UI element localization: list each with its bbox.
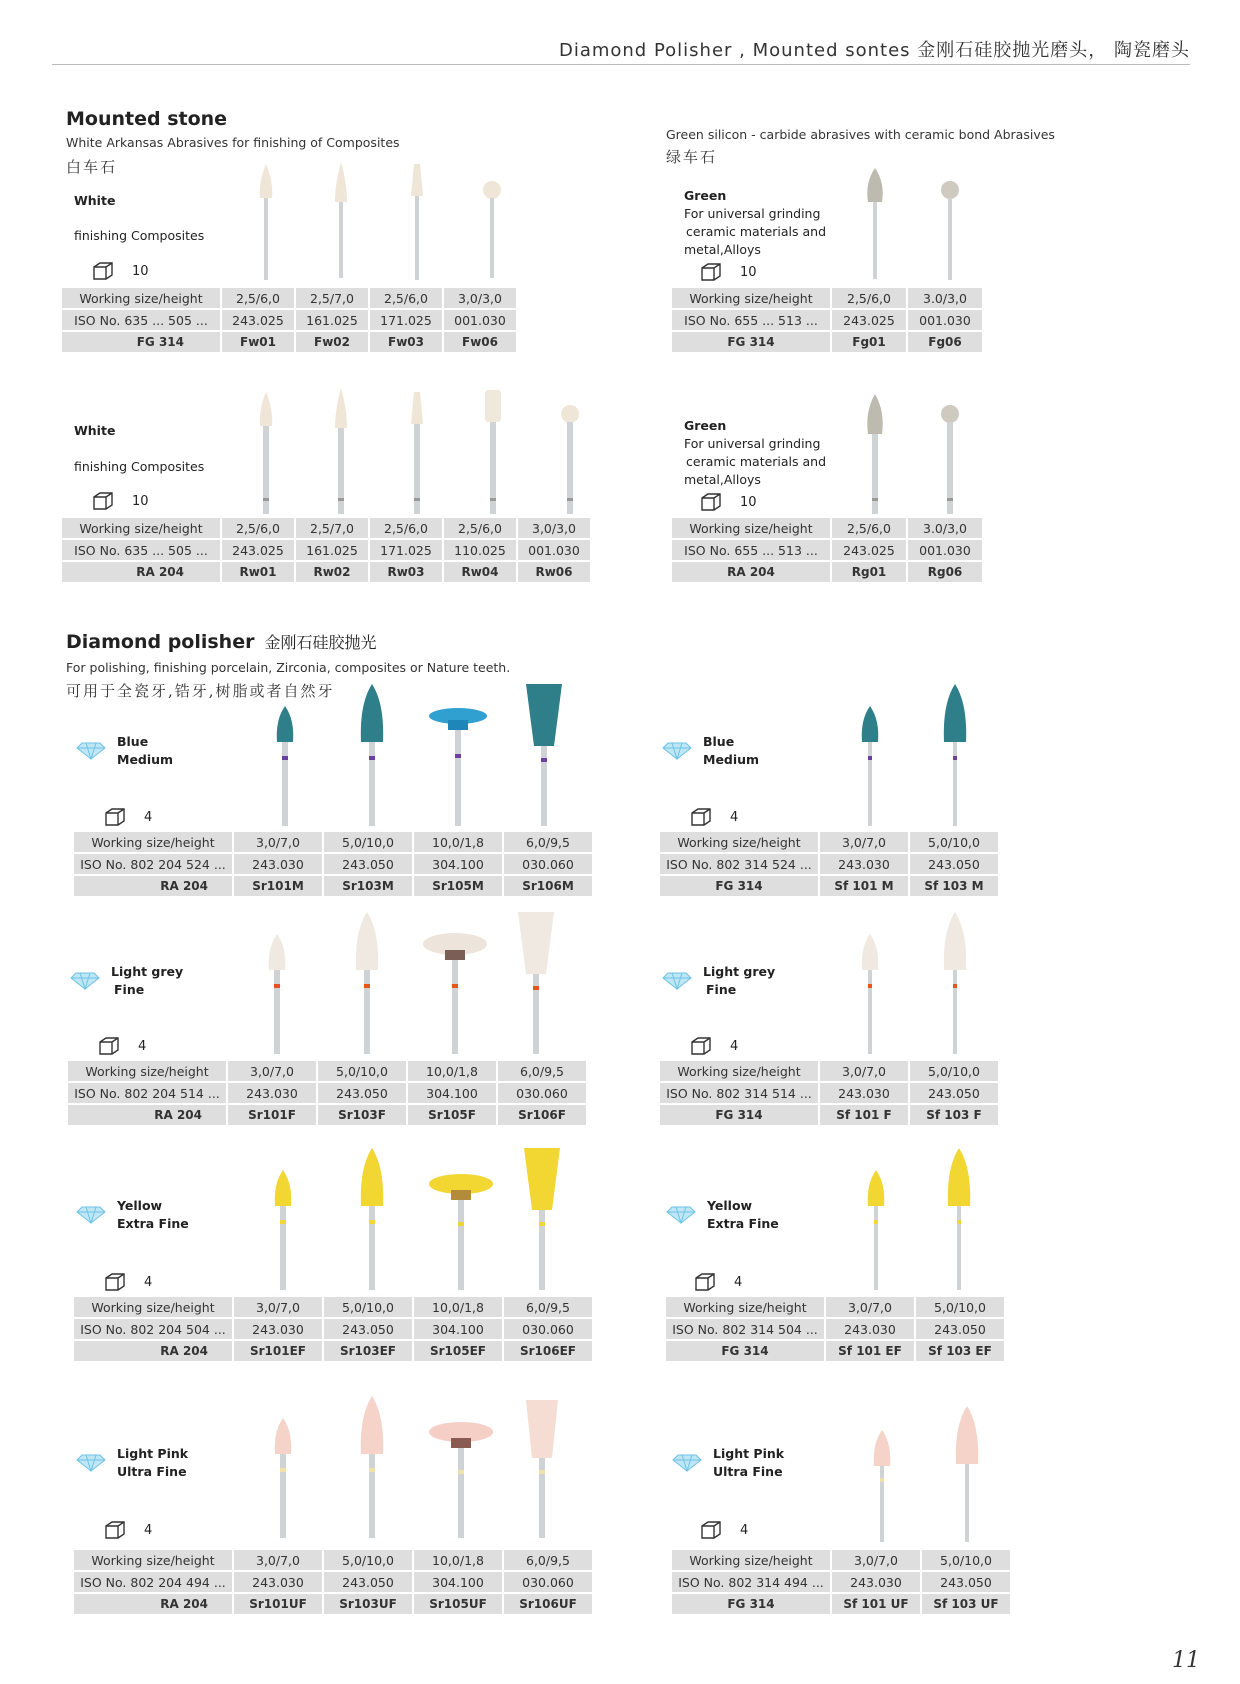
product-image-sr105ef: [428, 1172, 494, 1296]
cell: 6,0/9,5: [504, 832, 592, 852]
product-image-sr105f: [422, 932, 488, 1060]
row-label: FG 314: [660, 876, 818, 896]
pack-quantity: 4: [730, 1038, 739, 1054]
cell: 243.050: [910, 854, 998, 874]
cell: Sr106EF: [504, 1341, 592, 1361]
row-label: Working size/height: [660, 832, 818, 852]
cell: 3,0/7,0: [820, 832, 908, 852]
use-line: ceramic materials and: [686, 224, 827, 239]
box-icon: [104, 1521, 126, 1539]
cell: Sr105UF: [414, 1594, 502, 1614]
cell: 2,5/6,0: [832, 518, 906, 538]
cell: 030.060: [504, 1319, 592, 1339]
row-label: Working size/height: [660, 1061, 818, 1081]
yellow-ra-spec-table: [72, 1295, 594, 1363]
product-image-sr101f: [263, 932, 291, 1060]
cell: 001.030: [518, 540, 590, 560]
cell: 243.050: [922, 1572, 1010, 1592]
cell: Rw04: [444, 562, 516, 582]
cell: 243.025: [222, 540, 294, 560]
product-image-rw03: [405, 390, 429, 520]
product-image-sr101uf: [269, 1416, 297, 1544]
cell: 5,0/10,0: [324, 1550, 412, 1570]
product-image-sf101ef: [862, 1168, 890, 1296]
diamond-description-cn: 可用于全瓷牙,锆牙,树脂或者自然牙: [66, 682, 335, 700]
grey-ra-spec-table: [66, 1059, 588, 1127]
cell: Sr101F: [228, 1105, 316, 1125]
use-line: metal,Alloys: [684, 472, 761, 487]
box-icon: [690, 808, 712, 826]
cell: 3,0/7,0: [820, 1061, 908, 1081]
diamond-icon: [70, 972, 100, 994]
row-label: ISO No. 802 314 524 ...: [660, 854, 818, 874]
cell: Rw06: [518, 562, 590, 582]
white-stone-cn: 白车石: [66, 158, 118, 176]
white-fg-spec-table: [60, 286, 518, 354]
blue-fg-pack: [690, 808, 738, 826]
cell: 030.060: [498, 1083, 586, 1103]
white-ra-spec-table: [60, 516, 592, 584]
cell: Sr101M: [234, 876, 322, 896]
box-icon: [92, 492, 114, 510]
cell: Rg01: [832, 562, 906, 582]
cell: Fw06: [444, 332, 516, 352]
cell: 10,0/1,8: [414, 1297, 502, 1317]
grade-color: Light Pink: [713, 1446, 785, 1461]
pack-quantity: 10: [132, 493, 149, 509]
green-fg-spec-table: [670, 286, 984, 354]
cell: Rw01: [222, 562, 294, 582]
green-ra-spec-table: [670, 516, 984, 584]
green-ra-labels: [684, 417, 826, 489]
box-icon: [700, 1521, 722, 1539]
pack-quantity: 4: [138, 1038, 147, 1054]
row-label: Working size/height: [62, 288, 220, 308]
row-label: FG 314: [672, 332, 830, 352]
blue-ra-grade: [117, 733, 173, 769]
cell: 6,0/9,5: [498, 1061, 586, 1081]
cell: 243.025: [832, 310, 906, 330]
cell: 243.050: [324, 1572, 412, 1592]
cell: 304.100: [408, 1083, 496, 1103]
grade-color: Light Pink: [117, 1446, 189, 1461]
box-icon: [690, 1037, 712, 1055]
cell: Sf 103 F: [910, 1105, 998, 1125]
cell: 2,5/6,0: [444, 518, 516, 538]
pink-ra-grade: [117, 1445, 188, 1481]
cell: Sf 101 EF: [826, 1341, 914, 1361]
cell: 3,0/3,0: [518, 518, 590, 538]
mounted-stone-title: Mounted stone: [66, 108, 228, 130]
cell: 3.0/3,0: [908, 518, 982, 538]
cell: 243.025: [222, 310, 294, 330]
product-image-sf101uf: [868, 1428, 896, 1548]
cell: 171.025: [370, 310, 442, 330]
box-icon: [694, 1273, 716, 1291]
cell: Sr103EF: [324, 1341, 412, 1361]
row-label: Working size/height: [672, 1550, 830, 1570]
grade-level: Fine: [706, 982, 737, 997]
cell: 243.050: [916, 1319, 1004, 1339]
use-line: For universal grinding: [684, 436, 821, 451]
white-stone-description: White Arkansas Abrasives for finishing of Composites: [66, 135, 400, 150]
cell: Fw01: [222, 332, 294, 352]
product-image-fw06: [480, 180, 504, 284]
grade-color: Light grey: [111, 964, 184, 979]
grey-fg-pack: [690, 1037, 738, 1055]
cell: Sr103F: [318, 1105, 406, 1125]
blue-ra-pack: [104, 808, 152, 826]
blue-fg-spec-table: [658, 830, 1000, 898]
use-line: ceramic materials and: [686, 454, 827, 469]
box-icon: [104, 1273, 126, 1291]
cell: 2,5/7,0: [296, 288, 368, 308]
row-label: RA 204: [74, 1341, 232, 1361]
cell: 243.030: [228, 1083, 316, 1103]
grey-ra-pack: [98, 1037, 146, 1055]
row-label: ISO No. 802 204 524 ...: [74, 854, 232, 874]
grey-fg-grade: [703, 963, 775, 999]
row-label: RA 204: [68, 1105, 226, 1125]
yellow-ra-pack: [104, 1273, 152, 1291]
white-fg-use-label: finishing Composites: [74, 228, 205, 243]
pack-quantity: 4: [740, 1522, 749, 1538]
page-header-title: Diamond Polisher , Mounted sontes 金刚石硅胶抛光磨头， 陶瓷磨头: [558, 40, 1190, 61]
product-image-sr101ef: [269, 1168, 297, 1296]
cell: 243.050: [910, 1083, 998, 1103]
row-label: RA 204: [74, 1594, 232, 1614]
cell: Rw03: [370, 562, 442, 582]
grade-color: Yellow: [707, 1198, 753, 1213]
cell: 030.060: [504, 854, 592, 874]
product-image-fw03: [405, 162, 429, 286]
cell: 243.030: [820, 1083, 908, 1103]
use-line: For universal grinding: [684, 206, 821, 221]
cell: Sf 103 EF: [916, 1341, 1004, 1361]
cell: 161.025: [296, 310, 368, 330]
diamond-icon: [662, 742, 692, 764]
box-icon: [98, 1037, 120, 1055]
cell: 2,5/6,0: [222, 288, 294, 308]
grade-level: Ultra Fine: [117, 1464, 187, 1479]
cell: Sr105EF: [414, 1341, 502, 1361]
cell: Sf 101 F: [820, 1105, 908, 1125]
cell: 10,0/1,8: [408, 1061, 496, 1081]
pack-quantity: 4: [144, 1274, 153, 1290]
product-image-sr101m: [271, 704, 299, 832]
cell: 5,0/10,0: [910, 1061, 998, 1081]
product-image-rw06: [558, 404, 582, 520]
cell: 3,0/7,0: [234, 1550, 322, 1570]
title-en: Diamond polisher: [66, 631, 255, 653]
yellow-fg-spec-table: [664, 1295, 1006, 1363]
cell: 001.030: [444, 310, 516, 330]
cell: 5,0/10,0: [922, 1550, 1010, 1570]
cell: 6,0/9,5: [504, 1297, 592, 1317]
cell: Fw02: [296, 332, 368, 352]
pink-ra-spec-table: [72, 1548, 594, 1616]
cell: Sr106UF: [504, 1594, 592, 1614]
row-label: RA 204: [74, 876, 232, 896]
product-image-sr103ef: [355, 1146, 389, 1296]
row-label: ISO No. 635 ... 505 ...: [62, 310, 220, 330]
row-label: ISO No. 802 314 494 ...: [672, 1572, 830, 1592]
green-stone-description: Green silicon - carbide abrasives with ceramic bond Abrasives: [666, 127, 1055, 142]
product-image-sr103m: [355, 682, 389, 832]
product-image-fw01: [254, 162, 278, 286]
row-label: ISO No. 802 314 504 ...: [666, 1319, 824, 1339]
pack-quantity: 10: [740, 264, 757, 280]
cell: Sr103M: [324, 876, 412, 896]
cell: 5,0/10,0: [910, 832, 998, 852]
cell: Sr101EF: [234, 1341, 322, 1361]
grade-level: Extra Fine: [117, 1216, 189, 1231]
product-image-fg01: [862, 166, 888, 285]
product-image-sr106m: [524, 682, 564, 832]
grade-level: Extra Fine: [707, 1216, 779, 1231]
cell: 2,5/6,0: [832, 288, 906, 308]
row-label: RA 204: [62, 562, 220, 582]
row-label: ISO No. 655 ... 513 ...: [672, 540, 830, 560]
cell: Sf 101 UF: [832, 1594, 920, 1614]
pack-quantity: 10: [132, 263, 149, 279]
cell: 001.030: [908, 310, 982, 330]
page-number: 11: [1172, 1648, 1200, 1673]
row-label: Working size/height: [666, 1297, 824, 1317]
grade-level: Medium: [703, 752, 760, 767]
row-label: Working size/height: [74, 832, 232, 852]
grade-level: Medium: [117, 752, 174, 767]
diamond-icon: [76, 742, 106, 764]
product-image-sf103m: [938, 682, 972, 832]
cell: 10,0/1,8: [414, 1550, 502, 1570]
row-label: ISO No. 802 204 494 ...: [74, 1572, 232, 1592]
row-label: FG 314: [660, 1105, 818, 1125]
cell: 030.060: [504, 1572, 592, 1592]
color-label: Green: [684, 188, 727, 203]
row-label: ISO No. 635 ... 505 ...: [62, 540, 220, 560]
cell: 5,0/10,0: [324, 832, 412, 852]
product-image-sf101m: [856, 704, 884, 832]
white-fg-pack: [92, 262, 149, 280]
row-label: RA 204: [672, 562, 830, 582]
cell: 304.100: [414, 1319, 502, 1339]
product-image-rg01: [862, 392, 888, 520]
box-icon: [700, 493, 722, 511]
cell: 3,0/7,0: [234, 832, 322, 852]
row-label: Working size/height: [672, 518, 830, 538]
cell: 243.030: [234, 854, 322, 874]
white-ra-color-label: White: [74, 423, 116, 438]
cell: 2,5/6,0: [370, 288, 442, 308]
product-image-sr105m: [428, 706, 488, 832]
product-image-rw01: [254, 390, 278, 520]
diamond-description: For polishing, finishing porcelain, Zirconia, composites or Nature teeth.: [66, 660, 511, 675]
green-fg-labels: [684, 187, 826, 259]
cell: 243.030: [234, 1319, 322, 1339]
cell: Sr106F: [498, 1105, 586, 1125]
cell: 110.025: [444, 540, 516, 560]
product-image-fg06: [938, 180, 962, 284]
cell: Sr103UF: [324, 1594, 412, 1614]
cell: 5,0/10,0: [318, 1061, 406, 1081]
row-label: ISO No. 802 204 504 ...: [74, 1319, 232, 1339]
grade-level: Ultra Fine: [713, 1464, 783, 1479]
color-label: Green: [684, 418, 727, 433]
diamond-icon: [666, 1206, 696, 1228]
cell: 243.030: [820, 854, 908, 874]
cell: 3.0/3,0: [908, 288, 982, 308]
blue-ra-spec-table: [72, 830, 594, 898]
grade-color: Blue: [703, 734, 735, 749]
cell: 3,0/7,0: [228, 1061, 316, 1081]
product-image-sf103uf: [950, 1404, 984, 1548]
cell: 5,0/10,0: [916, 1297, 1004, 1317]
pink-fg-pack: [700, 1521, 748, 1539]
title-cn: 金刚石硅胶抛光: [264, 633, 377, 652]
grade-level: Fine: [114, 982, 145, 997]
row-label: FG 314: [666, 1341, 824, 1361]
product-image-sr106f: [516, 910, 556, 1060]
row-label: ISO No. 802 204 514 ...: [68, 1083, 226, 1103]
diamond-polisher-title: [66, 630, 377, 653]
product-image-rg06: [938, 404, 962, 520]
cell: 171.025: [370, 540, 442, 560]
product-image-sr106ef: [522, 1146, 562, 1296]
cell: 243.030: [826, 1319, 914, 1339]
row-label: Working size/height: [74, 1550, 232, 1570]
box-icon: [104, 808, 126, 826]
cell: 243.050: [324, 1319, 412, 1339]
yellow-fg-pack: [694, 1273, 742, 1291]
product-image-sf103f: [938, 910, 972, 1060]
cell: 161.025: [296, 540, 368, 560]
box-icon: [92, 262, 114, 280]
box-icon: [700, 263, 722, 281]
cell: 3,0/3,0: [444, 288, 516, 308]
header-divider: [52, 64, 1190, 65]
product-image-sf103ef: [942, 1146, 976, 1296]
diamond-icon: [662, 972, 692, 994]
cell: 243.030: [832, 1572, 920, 1592]
pink-fg-spec-table: [670, 1548, 1012, 1616]
yellow-fg-grade: [707, 1197, 779, 1233]
product-image-rw02: [329, 386, 353, 520]
cell: 3,0/7,0: [832, 1550, 920, 1570]
row-label: FG 314: [62, 332, 220, 352]
cell: 243.025: [832, 540, 906, 560]
cell: Sr106M: [504, 876, 592, 896]
cell: Fw03: [370, 332, 442, 352]
product-image-sr105uf: [428, 1420, 494, 1544]
diamond-icon: [76, 1206, 106, 1228]
grey-fg-spec-table: [658, 1059, 1000, 1127]
product-image-rw04: [481, 388, 505, 520]
pack-quantity: 4: [734, 1274, 743, 1290]
use-line: metal,Alloys: [684, 242, 761, 257]
row-label: Working size/height: [68, 1061, 226, 1081]
pink-fg-grade: [713, 1445, 784, 1481]
row-label: Working size/height: [74, 1297, 232, 1317]
grade-color: Blue: [117, 734, 149, 749]
pink-ra-pack: [104, 1521, 152, 1539]
product-image-sr106uf: [522, 1398, 562, 1544]
cell: Rg06: [908, 562, 982, 582]
cell: 304.100: [414, 1572, 502, 1592]
cell: 2,5/6,0: [370, 518, 442, 538]
cell: 3,0/7,0: [826, 1297, 914, 1317]
cell: 2,5/6,0: [222, 518, 294, 538]
cell: Sf 103 UF: [922, 1594, 1010, 1614]
pack-quantity: 4: [144, 809, 153, 825]
yellow-ra-grade: [117, 1197, 189, 1233]
row-label: FG 314: [672, 1594, 830, 1614]
grade-color: Light grey: [703, 964, 776, 979]
row-label: ISO No. 655 ... 513 ...: [672, 310, 830, 330]
cell: 243.050: [324, 854, 412, 874]
cell: Fg01: [832, 332, 906, 352]
grade-color: Yellow: [117, 1198, 163, 1213]
blue-fg-grade: [703, 733, 759, 769]
cell: 3,0/7,0: [234, 1297, 322, 1317]
pack-quantity: 10: [740, 494, 757, 510]
cell: 10,0/1,8: [414, 832, 502, 852]
white-ra-pack: [92, 492, 149, 510]
cell: Sr105M: [414, 876, 502, 896]
cell: 243.030: [234, 1572, 322, 1592]
product-image-sr103f: [350, 910, 384, 1060]
green-stone-cn: 绿车石: [666, 148, 718, 166]
diamond-icon: [672, 1454, 702, 1476]
pack-quantity: 4: [730, 809, 739, 825]
pack-quantity: 4: [144, 1522, 153, 1538]
product-image-fw02: [329, 160, 353, 284]
white-fg-color-label: White: [74, 193, 116, 208]
cell: Sf 101 M: [820, 876, 908, 896]
product-image-sf101f: [856, 932, 884, 1060]
cell: 2,5/7,0: [296, 518, 368, 538]
cell: 304.100: [414, 854, 502, 874]
row-label: Working size/height: [672, 288, 830, 308]
cell: 243.050: [318, 1083, 406, 1103]
product-image-sr103uf: [355, 1394, 389, 1544]
white-ra-use-label: finishing Composites: [74, 459, 205, 474]
cell: Sf 103 M: [910, 876, 998, 896]
cell: Fg06: [908, 332, 982, 352]
cell: Rw02: [296, 562, 368, 582]
green-fg-pack: [700, 263, 757, 281]
cell: 001.030: [908, 540, 982, 560]
diamond-icon: [76, 1454, 106, 1476]
row-label: Working size/height: [62, 518, 220, 538]
grey-ra-grade: [111, 963, 183, 999]
cell: 6,0/9,5: [504, 1550, 592, 1570]
cell: Sr101UF: [234, 1594, 322, 1614]
cell: 5,0/10,0: [324, 1297, 412, 1317]
row-label: ISO No. 802 314 514 ...: [660, 1083, 818, 1103]
green-ra-pack: [700, 493, 757, 511]
cell: Sr105F: [408, 1105, 496, 1125]
